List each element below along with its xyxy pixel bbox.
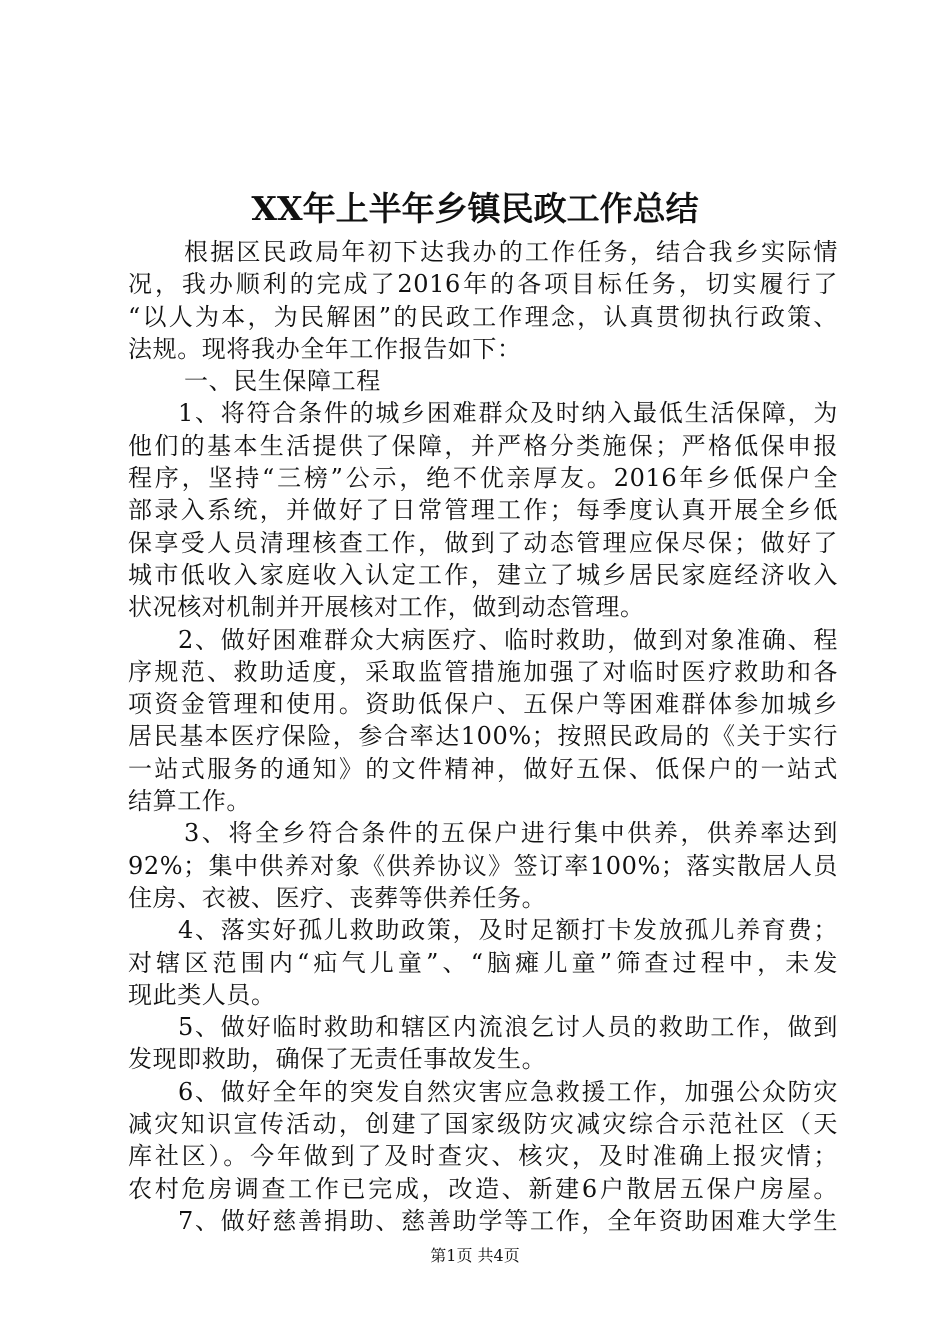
paragraph-line: 状况核对机制并开展核对工作，做到动态管理。 xyxy=(128,593,645,622)
paragraph-line: 6、做好全年的突发自然灾害应急救援工作，加强公众防灾 xyxy=(178,1077,838,1106)
paragraph-line: 7、做好慈善捐助、慈善助学等工作，全年资助困难大学生 xyxy=(178,1206,838,1235)
paragraph-line: 部录入系统，并做好了日常管理工作；每季度认真开展全乡低 xyxy=(128,496,838,525)
paragraph-line: 结算工作。 xyxy=(128,787,251,816)
paragraph-line: 3、将全乡符合条件的五保户进行集中供养，供养率达到 xyxy=(184,819,838,848)
paragraph-line: 2、做好困难群众大病医疗、临时救助，做到对象准确、程 xyxy=(178,625,838,654)
paragraph-line: 库社区）。今年做到了及时查灾、核灾，及时准确上报灾情； xyxy=(128,1142,838,1171)
paragraph-line: 他们的基本生活提供了保障，并严格分类施保；严格低保申报 xyxy=(128,431,838,460)
paragraph-line: 程序，坚持“三榜”公示，绝不优亲厚友。2016年乡低保户全 xyxy=(128,464,838,493)
paragraph-line: 城市低收入家庭收入认定工作，建立了城乡居民家庭经济收入 xyxy=(128,560,838,589)
paragraph-line: 居民基本医疗保险，参合率达100%；按照民政局的《关于实行 xyxy=(128,722,838,751)
paragraph-line: 4、落实好孤儿救助政策，及时足额打卡发放孤儿养育费； xyxy=(178,916,838,945)
paragraph-line: 况，我办顺利的完成了2016年的各项目标任务，切实履行了 xyxy=(128,270,838,299)
paragraph-line: 发现即救助，确保了无责任事故发生。 xyxy=(128,1045,547,1074)
paragraph-line: 现此类人员。 xyxy=(128,980,276,1009)
paragraph-line: 减灾知识宣传活动，创建了国家级防灾减灾综合示范社区（天 xyxy=(128,1110,838,1139)
paragraph-line: 住房、衣被、医疗、丧葬等供养任务。 xyxy=(128,883,547,912)
paragraph-line: 92%；集中供养对象《供养协议》签订率100%；落实散居人员 xyxy=(128,851,838,880)
document-title: XX年上半年乡镇民政工作总结 xyxy=(251,189,699,228)
paragraph-line: “以人为本，为民解困”的民政工作理念，认真贯彻执行政策、 xyxy=(128,302,838,331)
paragraph-line: 一站式服务的通知》的文件精神，做好五保、低保户的一站式 xyxy=(128,754,838,783)
paragraph-line: 法规。现将我办全年工作报告如下： xyxy=(128,334,522,363)
document-body xyxy=(128,236,838,1237)
paragraph-line: 农村危房调查工作已完成，改造、新建6户散居五保户房屋。 xyxy=(128,1174,838,1203)
paragraph-line: 保享受人员清理核查工作，做到了动态管理应保尽保；做好了 xyxy=(128,528,838,557)
paragraph-line: 1、将符合条件的城乡困难群众及时纳入最低生活保障，为 xyxy=(178,399,838,428)
paragraph-line: 序规范、救助适度，采取监管措施加强了对临时医疗救助和各 xyxy=(128,657,838,686)
paragraph-line: 根据区民政局年初下达我办的工作任务，结合我乡实际情 xyxy=(184,238,838,266)
paragraph-line: 5、做好临时救助和辖区内流浪乞讨人员的救助工作，做到 xyxy=(178,1013,838,1042)
paragraph-line: 项资金管理和使用。资助低保户、五保户等困难群体参加城乡 xyxy=(128,690,838,719)
section-heading: 一、民生保障工程 xyxy=(184,367,381,396)
page-number-footer: 第1页 共4页 xyxy=(430,1246,520,1265)
paragraph-line: 对辖区范围内“疝气儿童”、“脑瘫儿童”筛查过程中，未发 xyxy=(128,948,838,977)
